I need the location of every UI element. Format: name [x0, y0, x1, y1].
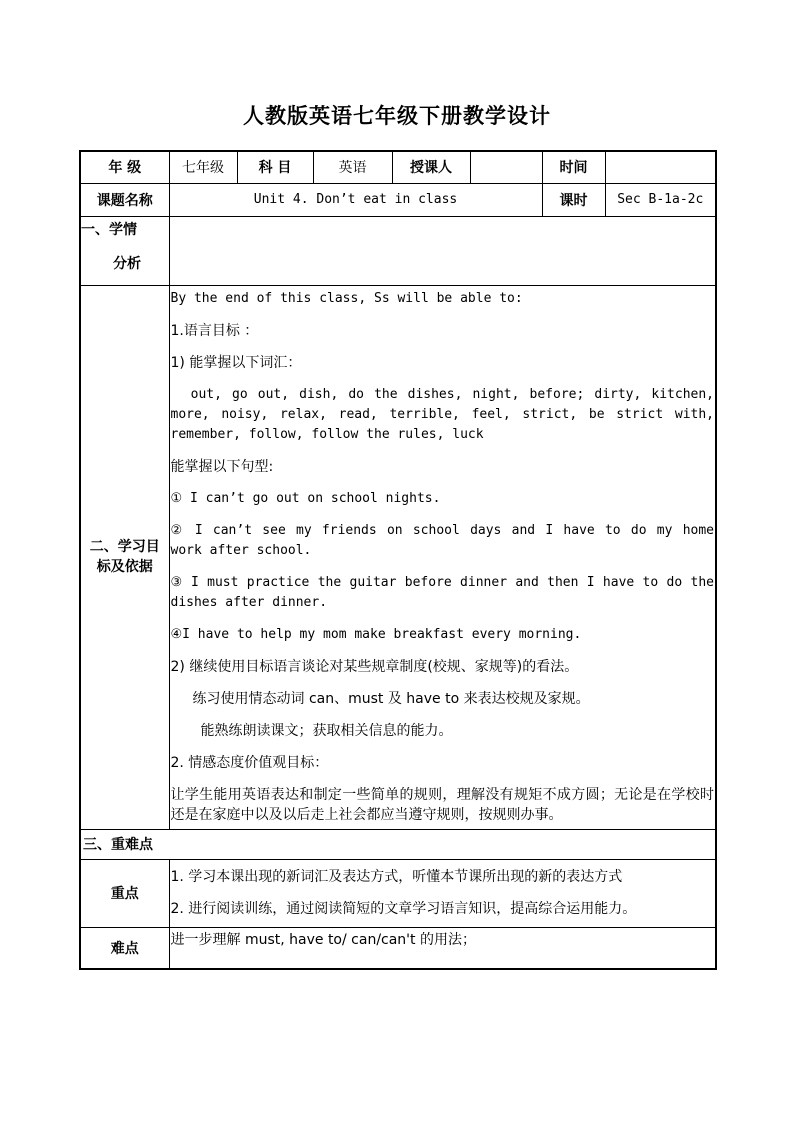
hard-content — [169, 927, 716, 969]
analysis-label — [80, 216, 169, 285]
key-content — [169, 859, 716, 927]
objectives-label-line2: 标及依据 — [96, 559, 153, 575]
objectives-content — [169, 285, 722, 829]
objectives-row — [80, 285, 716, 829]
teacher-value — [470, 151, 542, 183]
sentence-3: ③ I must practice the guitar before dinner and then I have to do the dishes after dinner. — [170, 574, 714, 610]
vocab-title: 1) 能掌握以下词汇： — [170, 354, 302, 371]
sentence-2: ② I can’t see my friends on school days and I have to do my home work after school. — [170, 522, 714, 558]
grade-value: 七年级 — [169, 151, 237, 183]
objectives-label — [80, 285, 169, 829]
period-value: Sec B-1a-2c — [605, 183, 716, 216]
objectives-intro: By the end of this class, Ss will be able to: — [170, 290, 523, 306]
analysis-label-line2: 分析 — [113, 255, 141, 272]
sentence-4: ④I have to help my mom make breakfast every morning. — [170, 626, 582, 642]
objectives-label-line1: 二、学习目 — [89, 539, 160, 555]
grade-label: 年 级 — [80, 151, 169, 183]
hard-points-row — [80, 927, 716, 969]
difficulty-section-label: 三、重难点 — [80, 829, 716, 859]
lesson-plan-table — [79, 150, 722, 970]
lang-goal: 1.语言目标 ： — [170, 322, 259, 339]
analysis-row — [80, 216, 716, 285]
objective-item-2: 2) 继续使用目标语言谈论对某些规章制度(校规、家规等)的看法。 — [170, 658, 579, 675]
objective-item-2b: 练习使用情态动词 can、must 及 have to 来表达校规及家规。 — [192, 690, 590, 707]
topic-label: 课题名称 — [80, 183, 169, 216]
analysis-label-line1: 一、学情 — [81, 221, 137, 238]
analysis-content — [169, 216, 716, 285]
key-item-1: 1. 学习本课出现的新词汇及表达方式，听懂本节课所出现的新的表达方式 — [170, 869, 623, 885]
subject-value: 英语 — [313, 151, 392, 183]
period-label: 课时 — [542, 183, 605, 216]
subject-label: 科 目 — [237, 151, 313, 183]
key-item-2: 2. 进行阅读训练，通过阅读简短的文章学习语言知识，提高综合运用能力。 — [170, 901, 637, 917]
hard-label: 难点 — [80, 927, 169, 969]
vocab-list: out, go out, dish, do the dishes, night, before; dirty, kitchen, more, noisy, relax, read, terrible, feel, strict, be strict with, remember, follow, follow the rules, luck — [170, 386, 722, 442]
hard-item: 进一步理解 must, have to/ can/can't 的用法； — [170, 931, 476, 948]
page-title: 人教版英语七年级下册教学设计 — [243, 103, 551, 128]
sentence-title: 能掌握以下句型: — [170, 458, 274, 475]
teacher-label: 授课人 — [392, 151, 470, 183]
key-points-row — [80, 859, 716, 927]
time-label: 时间 — [542, 151, 605, 183]
header-row — [80, 151, 716, 183]
key-label: 重点 — [80, 859, 169, 927]
topic-value: Unit 4. Don’t eat in class — [169, 183, 542, 216]
time-value — [605, 151, 716, 183]
objective-item-2c: 能熟练朗读课文；获取相关信息的能力。 — [200, 722, 453, 739]
sentence-1: ① I can’t go out on school nights. — [170, 490, 441, 506]
difficulty-header-row — [80, 829, 716, 859]
emotion-text: 让学生能用英语表达和制定一些简单的规则，理解没有规矩不成方圆；无论是在学校时还是在家庭中以及以后走上社会都应当遵守规则，按规则办事。 — [170, 786, 714, 823]
emotion-title: 2. 情感态度价值观目标： — [170, 754, 329, 771]
topic-row — [80, 183, 716, 216]
